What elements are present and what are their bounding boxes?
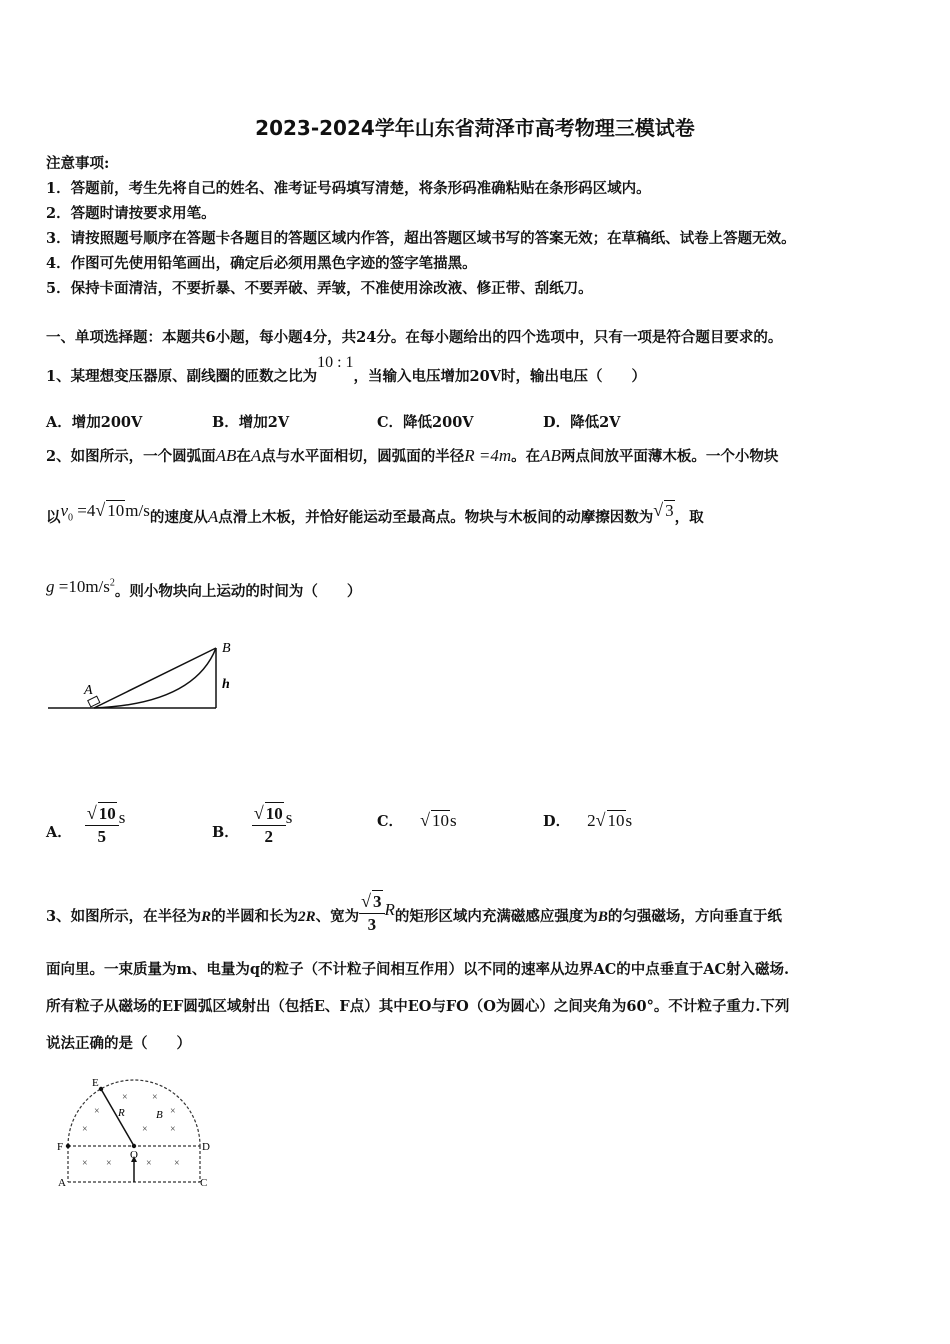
- svg-text:×: ×: [174, 1158, 180, 1169]
- svg-text:×: ×: [82, 1124, 88, 1135]
- q2-option-a[interactable]: A． $\frac{√ 10}{5}$ s: [46, 803, 126, 846]
- question-3-line-3: 所有粒子从磁场的EF圆弧区域射出（包括E、F点）其中EO与FO（O为圆心）之间夹角为60°。不计粒子重力.下列: [46, 998, 790, 1015]
- label-r: R: [118, 1107, 125, 1119]
- label-h: h: [222, 677, 230, 692]
- section-heading: 一、单项选择题：本题共6小题，每小题4分，共24分。在每小题给出的四个选项中，只有一项是符合题目要求的。: [46, 329, 783, 346]
- label-e: E: [92, 1077, 99, 1089]
- q2-option-c[interactable]: C． √ 10s: [377, 810, 457, 830]
- notice-item: 3．请按照题号顺序在答题卡各题目的答题区域内作答，超出答题区域书写的答案无效；在草稿纸、试卷上答题无效。: [46, 230, 796, 247]
- q1-option-c[interactable]: C．降低200V: [377, 414, 474, 431]
- label-b: B: [222, 641, 231, 656]
- svg-text:×: ×: [94, 1106, 100, 1117]
- magnetic-field-figure: [54, 1076, 219, 1191]
- notice-item: 1．答题前，考生先将自己的姓名、准考证号码填写清楚，将条形码准确粘贴在条形码区域内。: [46, 180, 651, 197]
- svg-text:×: ×: [170, 1106, 176, 1117]
- label-a: A: [58, 1177, 66, 1189]
- question-1-stem: 1、某理想变压器原、副线圈的匝数之比为10 : 1，当输入电压增加20V时，输出电压（ ）: [46, 354, 646, 385]
- point-e: [99, 1087, 103, 1091]
- svg-text:×: ×: [122, 1092, 128, 1103]
- notice-item: 5．保持卡面清洁，不要折暴、不要弄破、弄皱，不准使用涂改液、修正带、刮纸刀。: [46, 280, 593, 297]
- q2-option-d[interactable]: D． 2√ 10s: [543, 810, 633, 830]
- point-f: [66, 1144, 70, 1148]
- label-a: A: [84, 683, 93, 698]
- semicircle-boundary: [68, 1080, 200, 1146]
- question-3-line-1: 3、如图所示，在半径为R的半圆和长为2R、宽为 $\frac{√ 3}{3}$ R的矩形区域内充满磁感应强度为B的匀强磁场，方向垂直于纸: [46, 891, 782, 934]
- page-title: 2023-2024学年山东省菏泽市高考物理三模试卷: [255, 116, 695, 140]
- label-o: O: [130, 1149, 138, 1161]
- q1-option-a[interactable]: A．增加200V: [46, 414, 143, 431]
- label-b: B: [156, 1109, 163, 1121]
- label-d: D: [202, 1141, 210, 1153]
- notice-item: 2．答题时请按要求用笔。: [46, 205, 216, 222]
- question-2-line-1: 2、如图所示，一个圆弧面AB在A点与水平面相切，圆弧面的半径R =4m。在AB两点间放平面薄木板。一个小物块: [46, 446, 779, 465]
- label-c: C: [200, 1177, 208, 1189]
- question-2-line-2: 以$v_0 =4√$ 10m/s的速度从A点滑上木板，并恰好能运动至最高点。物块与木板间的动摩擦因数为√ 3，取: [46, 500, 704, 526]
- svg-text:×: ×: [106, 1158, 112, 1169]
- label-f: F: [57, 1141, 64, 1153]
- q2-option-b[interactable]: B． $\frac{√ 10}{2}$ s: [212, 803, 293, 846]
- notice-item: 4．作图可先使用铅笔画出，确定后必须用黑色字迹的签字笔描黑。: [46, 255, 477, 272]
- question-2-line-3: $g =10m/s^2$。则小物块向上运动的时间为（ ）: [46, 577, 362, 600]
- svg-text:×: ×: [142, 1124, 148, 1135]
- q1-option-d[interactable]: D．降低2V: [543, 414, 621, 431]
- svg-text:×: ×: [152, 1092, 158, 1103]
- svg-text:×: ×: [82, 1158, 88, 1169]
- incline-figure: [44, 634, 244, 716]
- point-o: [132, 1144, 136, 1148]
- question-3-line-4: 说法正确的是（ ）: [46, 1035, 191, 1052]
- q1-option-b[interactable]: B．增加2V: [212, 414, 290, 431]
- svg-text:×: ×: [170, 1124, 176, 1135]
- svg-text:×: ×: [146, 1158, 152, 1169]
- notice-heading: 注意事项:: [46, 155, 110, 172]
- turns-ratio: 10 : 1: [317, 354, 354, 371]
- question-3-line-2: 面向里。一束质量为m、电量为q的粒子（不计粒子间相互作用）以不同的速率从边界AC的中点垂直于AC射入磁场.: [46, 961, 790, 978]
